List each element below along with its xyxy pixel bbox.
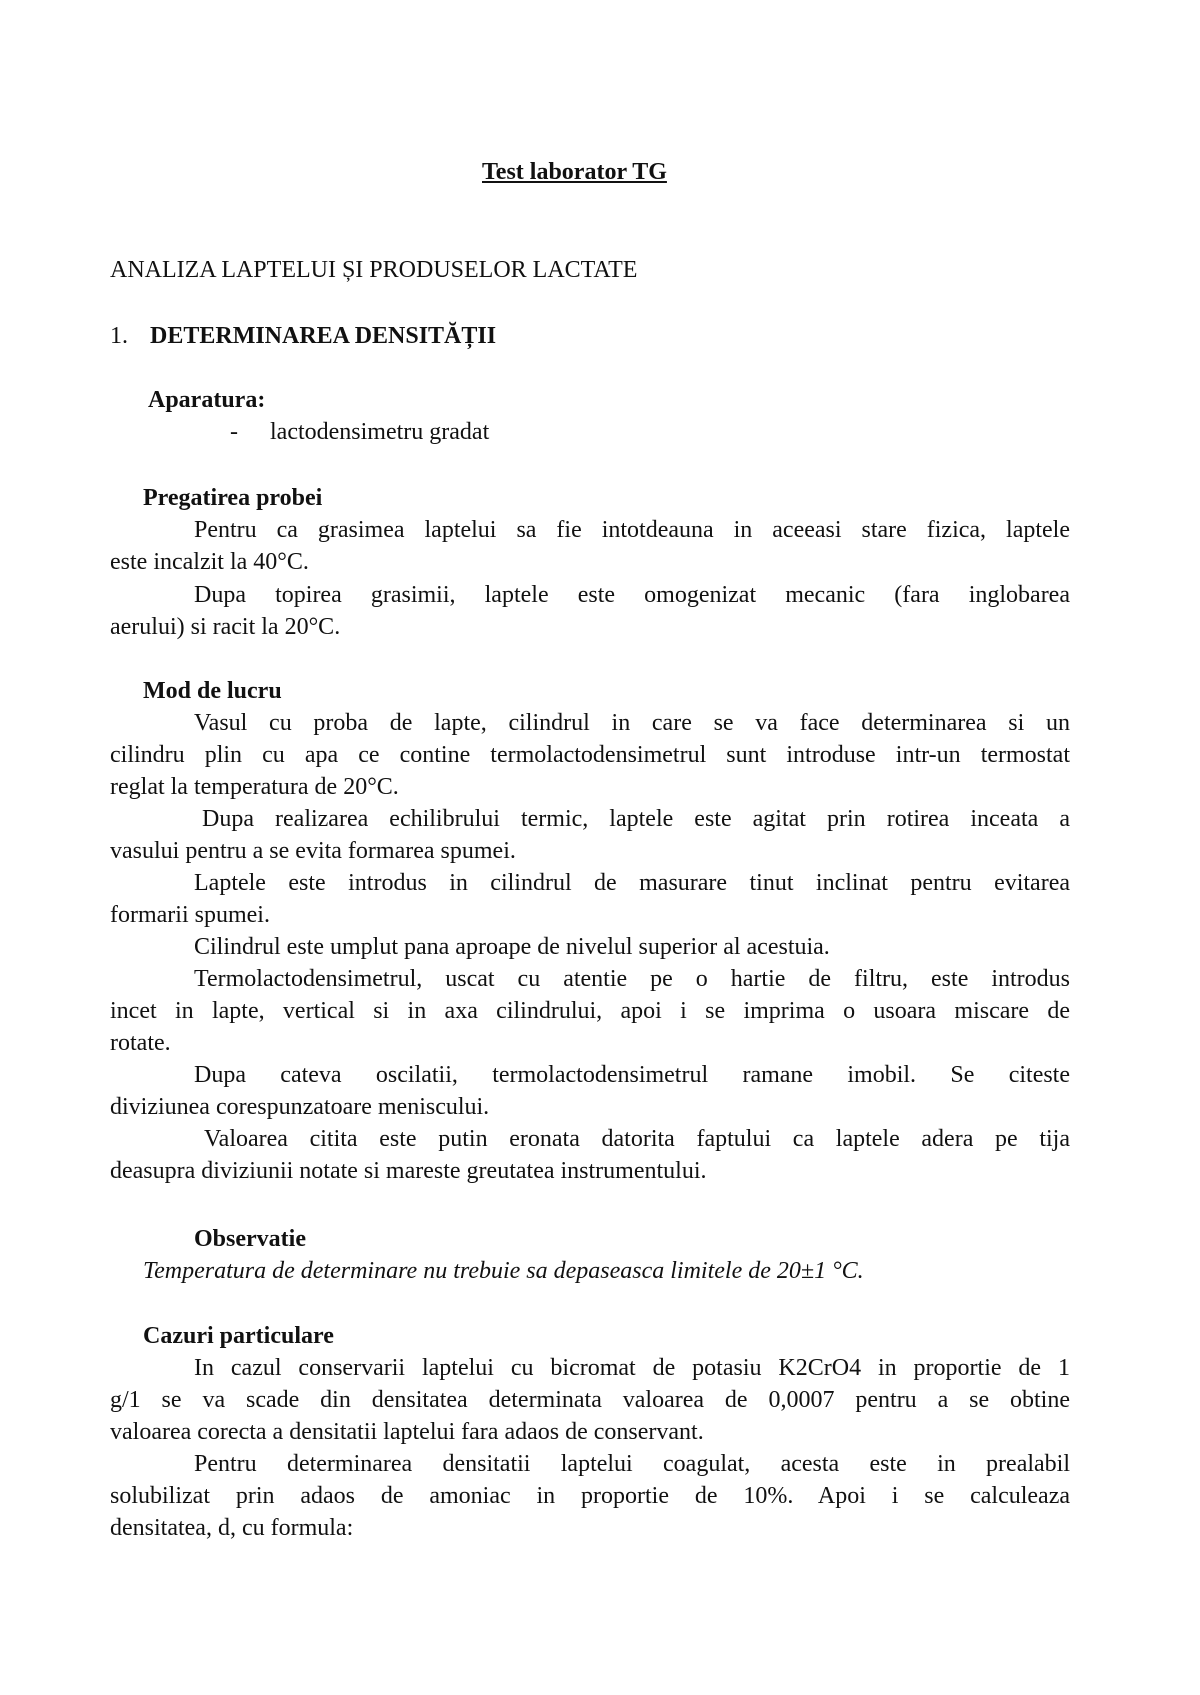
mod-lucru-line-9: Termolactodensimetrul, uscat cu atentie pe o hartie de filtru, este introdus [194,966,1070,992]
mod-lucru-heading: Mod de lucru [143,678,282,704]
mod-lucru-line-12: Dupa cateva oscilatii, termolactodensimetrul ramane imobil. Se citeste [194,1062,1070,1088]
mod-lucru-line-15: deasupra diviziunii notate si mareste greutatea instrumentului. [110,1158,707,1184]
aparatura-item: lactodensimetru gradat [270,419,490,445]
pregatirea-line-1: Pentru ca grasimea laptelui sa fie intotdeauna in aceeasi stare fizica, laptele [194,517,1070,543]
cazuri-line-2: g/1 se va scade din densitatea determinata valoarea de 0,0007 pentru a se obtine [110,1387,1070,1413]
cazuri-line-1: In cazul conservarii laptelui cu bicromat de potasiu K2CrO4 in proportie de 1 [194,1355,1070,1381]
mod-lucru-line-10: incet in lapte, vertical si in axa cilindrului, apoi i se imprima o usoara miscare de [110,998,1070,1024]
mod-lucru-line-1: Vasul cu proba de lapte, cilindrul in care se va face determinarea si un [194,710,1070,736]
observatie-text: Temperatura de determinare nu trebuie sa depaseasca limitele de 20±1 °C. [143,1258,864,1284]
mod-lucru-line-8: Cilindrul este umplut pana aproape de nivelul superior al acestuia. [194,934,830,960]
cazuri-line-4: Pentru determinarea densitatii laptelui coagulat, acesta este in prealabil [194,1451,1070,1477]
mod-lucru-line-6: Laptele este introdus in cilindrul de masurare tinut inclinat pentru evitarea [194,870,1070,896]
mod-lucru-line-13: diviziunea corespunzatoare meniscului. [110,1094,490,1120]
section-title: DETERMINAREA DENSITĂȚII [150,323,497,349]
observatie-heading: Observatie [194,1226,306,1252]
cazuri-heading: Cazuri particulare [143,1323,334,1349]
mod-lucru-line-7: formarii spumei. [110,902,270,928]
pregatirea-line-2: este incalzit la 40°C. [110,549,309,575]
mod-lucru-line-2: cilindru plin cu apa ce contine termolactodensimetrul sunt introduse intr-un termostat [110,742,1070,768]
cazuri-line-3: valoarea corecta a densitatii laptelui fara adaos de conservant. [110,1419,704,1445]
mod-lucru-line-5: vasului pentru a se evita formarea spumei. [110,838,516,864]
mod-lucru-line-4: Dupa realizarea echilibrului termic, laptele este agitat prin rotirea inceata a [202,806,1070,832]
pregatirea-heading: Pregatirea probei [143,485,323,511]
pregatirea-line-3: Dupa topirea grasimii, laptele este omogenizat mecanic (fara inglobarea [194,582,1070,608]
aparatura-heading: Aparatura: [148,387,266,413]
section-number: 1. [110,323,128,349]
aparatura-bullet: - [230,419,238,445]
document-title: Test laborator TG [482,159,667,185]
cazuri-line-6: densitatea, d, cu formula: [110,1515,354,1541]
mod-lucru-line-3: reglat la temperatura de 20°C. [110,774,399,800]
cazuri-line-5: solubilizat prin adaos de amoniac in proportie de 10%. Apoi i se calculeaza [110,1483,1070,1509]
pregatirea-line-4: aerului) si racit la 20°C. [110,614,341,640]
mod-lucru-line-14: Valoarea citita este putin eronata datorita faptului ca laptele adera pe tija [204,1126,1070,1152]
document-subtitle: ANALIZA LAPTELUI ȘI PRODUSELOR LACTATE [110,257,638,283]
mod-lucru-line-11: rotate. [110,1030,171,1056]
